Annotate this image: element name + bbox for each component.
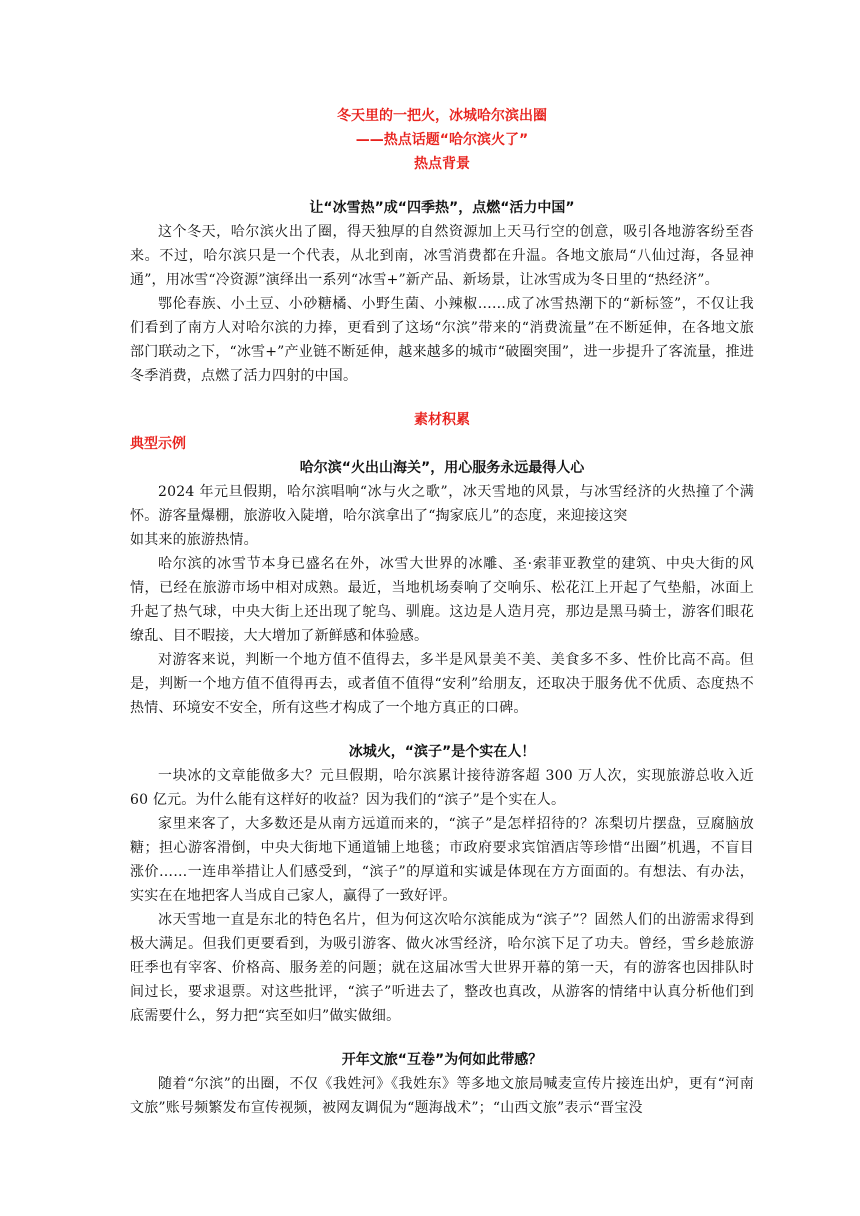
- article1-paragraph-continued: 如其来的旅游热情。: [130, 532, 258, 548]
- article2-heading: 冰城火，“滨子”是个实在人！: [348, 744, 536, 760]
- article1-paragraph: 2024 年元旦假期，哈尔滨唱响“冰与火之歌”，冰天雪地的风景，与冰雪经济的火热撞了个满怀。游客量爆棚，旅游收入陡增，哈尔滨拿出了“掏家底儿”的态度，来迎接这突: [130, 484, 754, 524]
- section-title-material: 素材积累: [414, 412, 470, 428]
- main-title: 冬天里的一把火，冰城哈尔滨出圈: [337, 108, 547, 124]
- article3-paragraph: 随着“尔滨”的出圈，不仅《我姓河》《我姓东》等多地文旅局喊麦宣传片接连出炉，更有“河南文旅”账号频繁发布宣传视频，被网友调侃为“题海战术”；“山西文旅”表示“晋宝没: [130, 1076, 754, 1116]
- background-paragraph: 这个冬天，哈尔滨火出了圈，得天独厚的自然资源加上天马行空的创意，吸引各地游客纷至沓来。不过，哈尔滨只是一个代表，从北到南，冰雪消费都在升温。各地文旅局“八仙过海，各显神通”，用冰雪“冷资源”演绎出一系列“冰雪+”新产品、新场景，让冰雪成为冬日里的“热经济”。: [130, 224, 754, 288]
- document-body: [130, 104, 754, 1120]
- article1-paragraph: 对游客来说，判断一个地方值不值得去，多半是风景美不美、美食多不多、性价比高不高。但是，判断一个地方值不值得再去，或者值不值得“安利”给朋友，还取决于服务优不优质、态度热不热情、环境安不安全，所有这些才构成了一个地方真正的口碑。: [130, 652, 754, 716]
- article2-paragraph: 一块冰的文章能做多大？元旦假期，哈尔滨累计接待游客超 300 万人次，实现旅游总收入近 60 亿元。为什么能有这样好的收益？因为我们的“滨子”是个实在人。: [130, 768, 754, 808]
- article1-paragraph: 哈尔滨的冰雪节本身已盛名在外，冰雪大世界的冰雕、圣·索菲亚教堂的建筑、中央大街的风情，已经在旅游市场中相对成熟。最近，当地机场奏响了交响乐、松花江上开起了气垫船，冰面上升起了热气球，中央大街上还出现了鸵鸟、驯鹿。这边是人造月亮，那边是黑马骑士，游客们眼花缭乱、目不暇接，大大增加了新鲜感和体验感。: [130, 556, 754, 644]
- section-title-background: 热点背景: [414, 156, 470, 172]
- subtitle: ——热点话题“哈尔滨火了”: [355, 132, 529, 148]
- article3-heading: 开年文旅“互卷”为何如此带感？: [341, 1052, 543, 1068]
- background-paragraph: 鄂伦春族、小土豆、小砂糖橘、小野生菌、小辣椒……成了冰雪热潮下的“新标签”，不仅让我们看到了南方人对哈尔滨的力捧，更看到了这场“尔滨”带来的“消费流量”在不断延伸，在各地文旅部门联动之下，“冰雪+”产业链不断延伸，越来越多的城市“破圈突围”，进一步提升了客流量，推进冬季消费，点燃了活力四射的中国。: [130, 296, 754, 384]
- article2-paragraph: 家里来客了，大多数还是从南方远道而来的，“滨子”是怎样招待的？冻梨切片摆盘，豆腐脑放糖；担心游客滑倒，中央大街地下通道铺上地毯；市政府要求宾馆酒店等珍惜“出圈”机遇，不盲目涨价……一连串举措让人们感受到，“滨子”的厚道和实诚是体现在方方面面的。有想法、有办法，实实在在地把客人当成自己家人，赢得了一致好评。: [130, 816, 754, 904]
- background-heading: 让“冰雪热”成“四季热”，点燃“活力中国”: [309, 200, 575, 216]
- subsection-title-examples: 典型示例: [130, 436, 186, 452]
- article1-heading: 哈尔滨“火出山海关”，用心服务永远最得人心: [299, 460, 585, 476]
- article2-paragraph: 冰天雪地一直是东北的特色名片，但为何这次哈尔滨能成为“滨子”？固然人们的出游需求得到极大满足。但我们更要看到，为吸引游客、做火冰雪经济，哈尔滨下足了功夫。曾经，雪乡趁旅游旺季也有宰客、价格高、服务差的问题；就在这届冰雪大世界开幕的第一天，有的游客也因排队时间过长，要求退票。对这些批评，“滨子”听进去了，整改也真改，从游客的情绪中认真分析他们到底需要什么，努力把“宾至如归”做实做细。: [130, 912, 754, 1024]
